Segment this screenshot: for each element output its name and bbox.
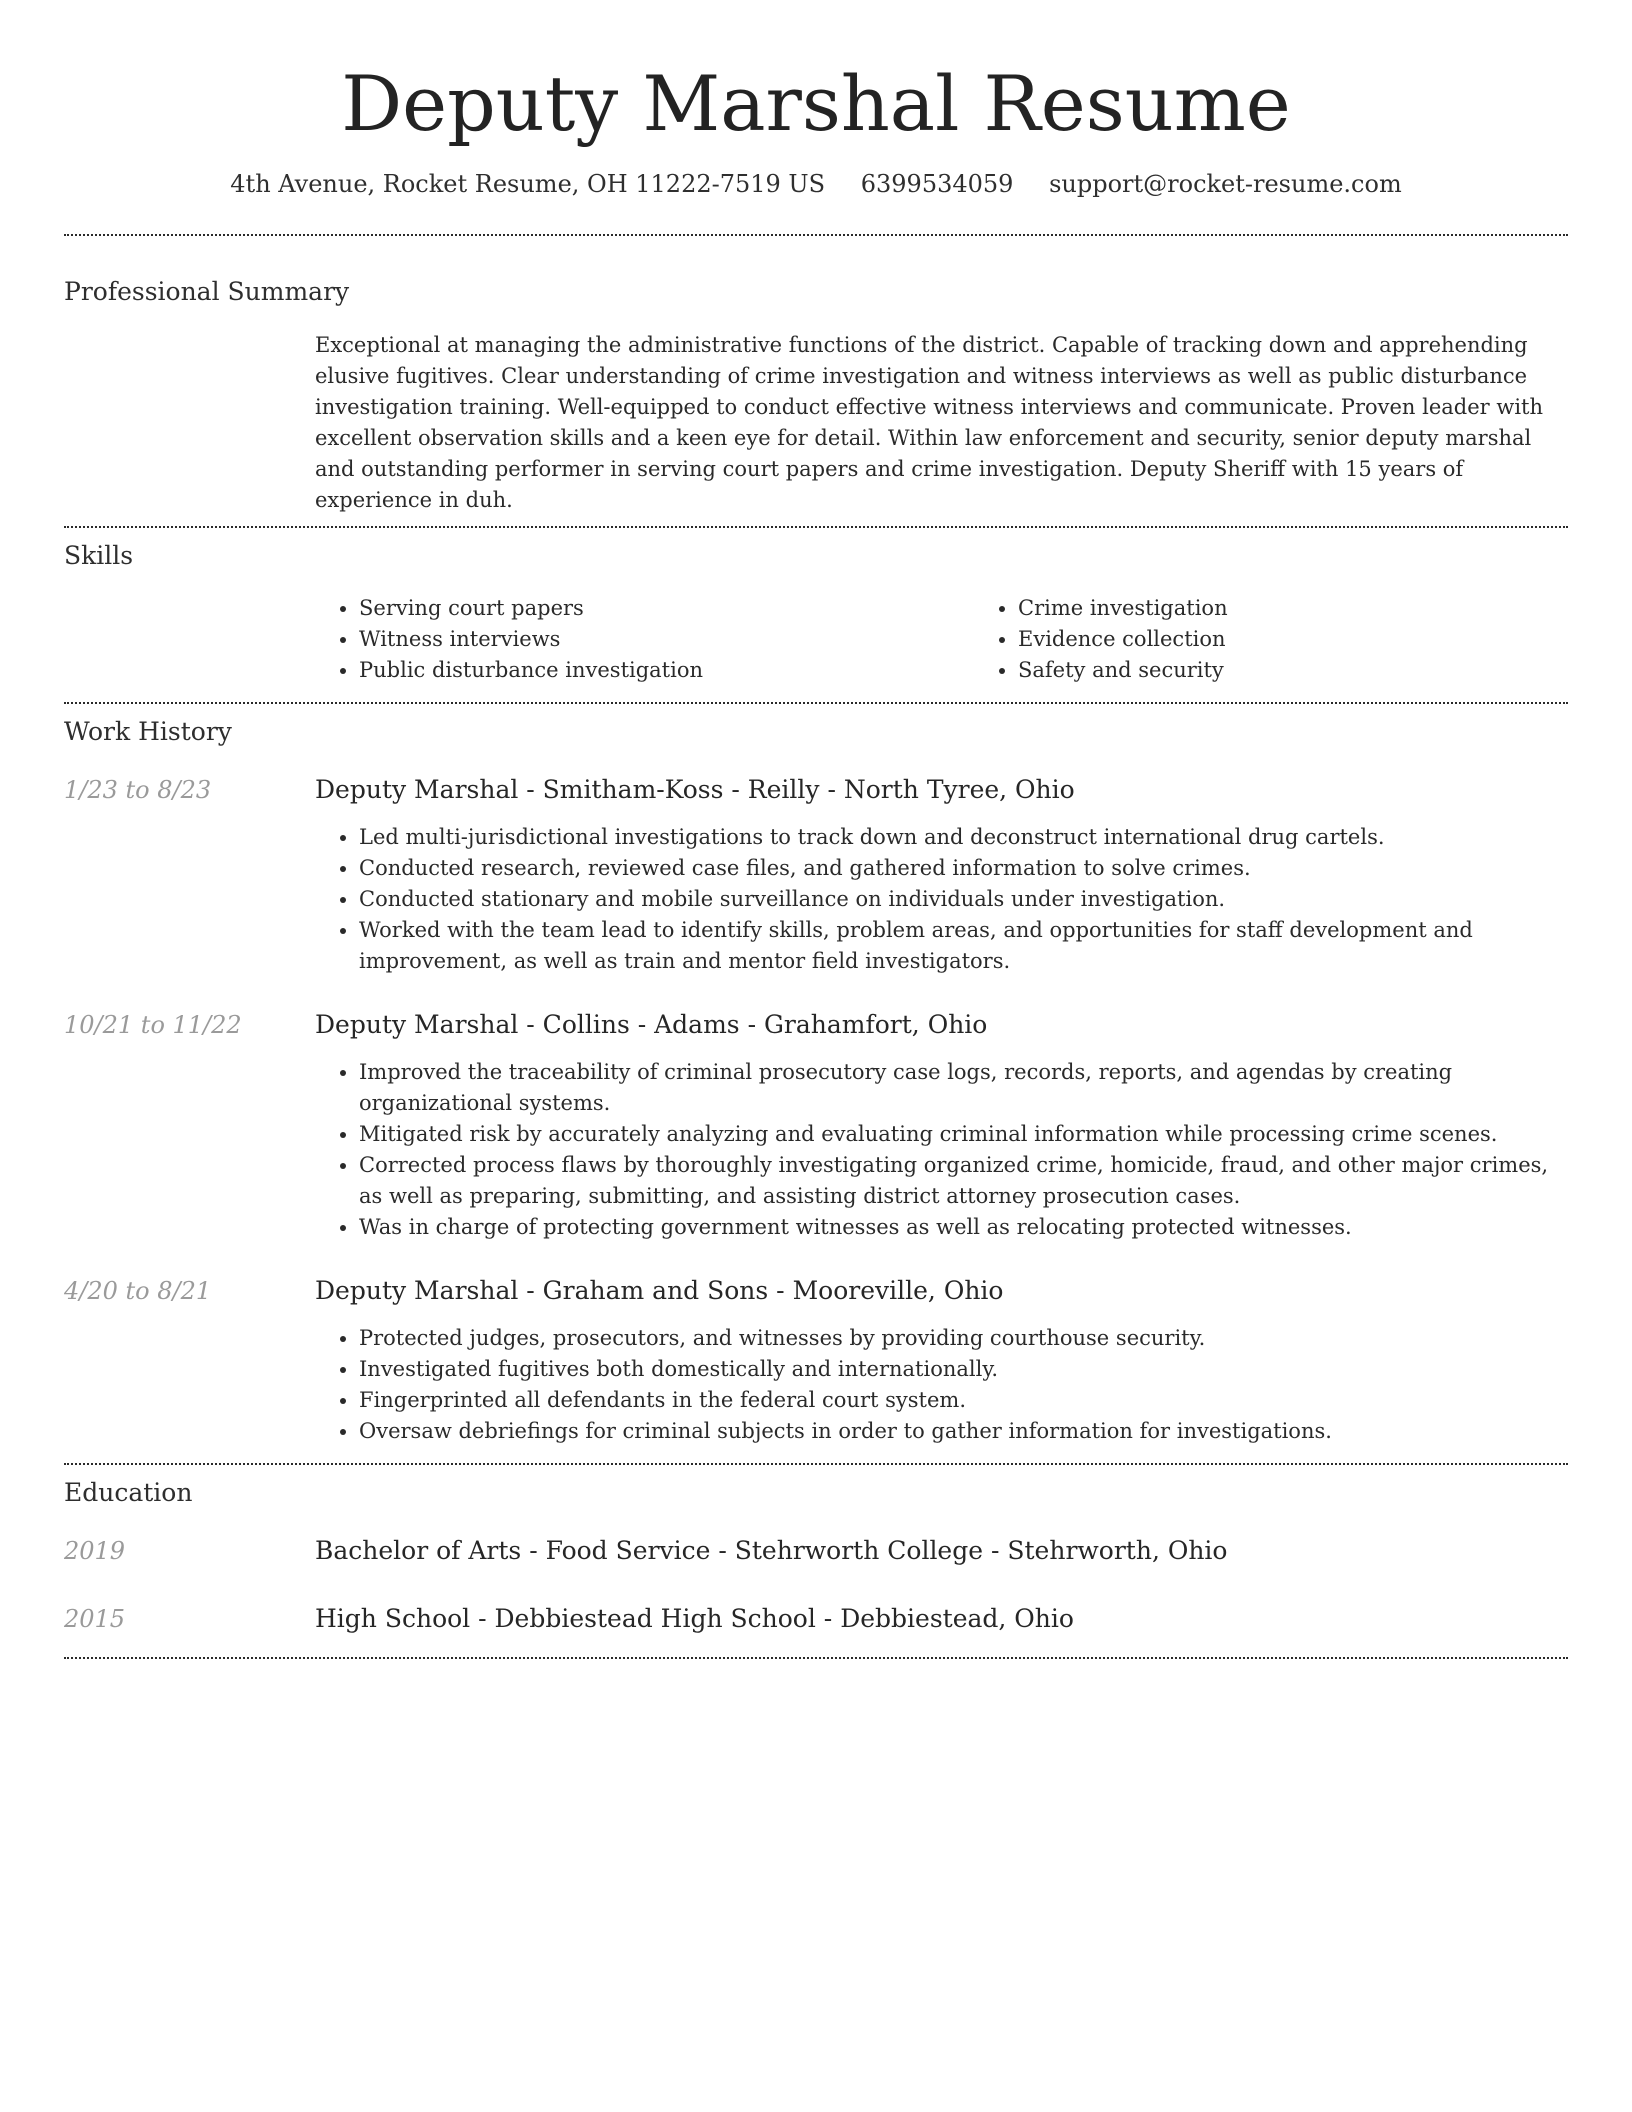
job-duties <box>315 822 1568 977</box>
job-duties <box>315 1057 1568 1243</box>
skills-column-1 <box>315 593 974 686</box>
summary-heading: Professional Summary <box>64 277 350 306</box>
education-heading: Education <box>64 1478 193 1507</box>
contact-email: support@rocket-resume.com <box>1049 170 1402 198</box>
contact-line <box>64 168 1568 200</box>
job-entry <box>64 1009 1568 1243</box>
job-entry <box>64 1275 1568 1447</box>
education-section <box>64 1477 1568 1635</box>
job-duties <box>315 1323 1568 1447</box>
divider <box>64 1657 1568 1659</box>
skill-item: • Witness interviews <box>359 624 974 655</box>
skill-item: • Crime investigation <box>1018 593 1632 624</box>
education-detail: Bachelor of Arts - Food Service - Stehrworth College - Stehrworth, Ohio <box>315 1536 1228 1565</box>
duty-item: • Led multi-jurisdictional investigations to track down and deconstruct international drug cartels. <box>359 822 1568 853</box>
divider <box>64 234 1568 236</box>
job-dates: 1/23 to 8/23 <box>64 776 212 804</box>
skill-item: • Safety and security <box>1018 655 1632 686</box>
duty-item: • Conducted stationary and mobile surveillance on individuals under investigation. <box>359 884 1568 915</box>
education-year: 2015 <box>64 1605 126 1633</box>
duty-item: • Investigated fugitives both domestically and internationally. <box>359 1354 1568 1385</box>
summary-section <box>64 276 1568 516</box>
duty-item: • Mitigated risk by accurately analyzing and evaluating criminal information while processing crime scenes. <box>359 1119 1568 1150</box>
work-section <box>64 716 1568 1447</box>
duty-item: • Was in charge of protecting government witnesses as well as relocating protected witnesses. <box>359 1212 1568 1243</box>
education-entry <box>64 1603 1568 1635</box>
skill-item: • Serving court papers <box>359 593 974 624</box>
work-heading: Work History <box>64 717 232 746</box>
education-detail: High School - Debbiestead High School - Debbiestead, Ohio <box>315 1604 1074 1633</box>
job-title: Deputy Marshal - Collins - Adams - Grahamfort, Ohio <box>315 1010 988 1039</box>
divider <box>64 526 1568 528</box>
summary-text: Exceptional at managing the administrative functions of the district. Capable of tracking down and apprehending elusive fugitives. Clear understanding of crime investigation and witness interviews as well as public disturbance investigation training. Well-equipped to conduct effective witness interviews and communicate. Proven leader with excellent observation skills and a keen eye for detail. Within law enforcement and security, senior deputy marshal and outstanding performer in serving court papers and crime investigation. Deputy Sheriff with 15 years of experience in duh. <box>315 333 1544 512</box>
contact-address: 4th Avenue, Rocket Resume, OH 11222-7519 US <box>230 170 826 198</box>
job-title: Deputy Marshal - Graham and Sons - Mooreville, Ohio <box>315 1276 1004 1305</box>
duty-item: • Corrected process flaws by thoroughly investigating organized crime, homicide, fraud, and other major crimes, as well as preparing, submitting, and assisting district attorney prosecution cases. <box>359 1150 1568 1212</box>
resume-title: Deputy Marshal Resume <box>341 59 1291 148</box>
skills-heading: Skills <box>64 541 134 570</box>
education-year: 2019 <box>64 1537 126 1565</box>
duty-item: • Conducted research, reviewed case files, and gathered information to solve crimes. <box>359 853 1568 884</box>
education-entry <box>64 1535 1568 1567</box>
job-dates: 4/20 to 8/21 <box>64 1277 212 1305</box>
duty-item: • Fingerprinted all defendants in the federal court system. <box>359 1385 1568 1416</box>
resume-page <box>64 0 1568 1659</box>
skill-item: • Public disturbance investigation <box>359 655 974 686</box>
contact-phone: 6399534059 <box>860 170 1014 198</box>
duty-item: • Improved the traceability of criminal prosecutory case logs, records, reports, and agendas by creating organizational systems. <box>359 1057 1568 1119</box>
duty-item: • Oversaw debriefings for criminal subjects in order to gather information for investigations. <box>359 1416 1568 1447</box>
job-entry <box>64 774 1568 977</box>
skills-section <box>64 540 1568 686</box>
divider <box>64 1463 1568 1465</box>
job-dates: 10/21 to 11/22 <box>64 1011 242 1039</box>
skill-item: • Evidence collection <box>1018 624 1632 655</box>
skills-grid <box>315 593 1632 686</box>
duty-item: • Protected judges, prosecutors, and witnesses by providing courthouse security. <box>359 1323 1568 1354</box>
duty-item: • Worked with the team lead to identify skills, problem areas, and opportunities for staff development and improvement, as well as train and mentor field investigators. <box>359 915 1568 977</box>
job-title: Deputy Marshal - Smitham-Koss - Reilly - North Tyree, Ohio <box>315 775 1075 804</box>
divider <box>64 702 1568 704</box>
skills-column-2 <box>974 593 1632 686</box>
